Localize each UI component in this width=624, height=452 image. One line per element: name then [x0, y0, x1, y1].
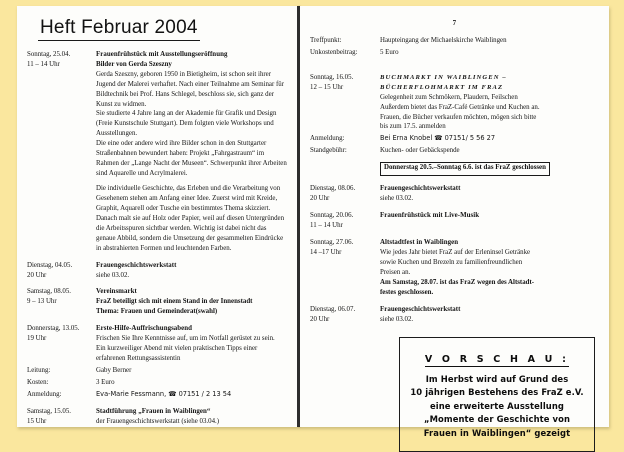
- page-number: 7: [452, 19, 457, 27]
- event-line: siehe 03.02.: [96, 271, 130, 279]
- event-line: Thema: Frauen und Gemeinderat(swahl): [96, 308, 218, 316]
- event-line: der Frauengeschichtswerkstatt (siehe 03.04.): [96, 417, 220, 425]
- event-line: Preisen an.: [380, 268, 411, 276]
- event-details: [96, 287, 287, 317]
- left-page-entries: [27, 50, 287, 427]
- page-title: Heft Februar 2004: [38, 17, 200, 41]
- event-date: [310, 73, 380, 93]
- event-line: FraZ beteiligt sich mit einem Stand in der Innenstadt: [96, 298, 253, 306]
- event-entry: [310, 238, 599, 298]
- buchmarkt-heading-line2: BÜCHERFLOHMARKT IM FRAZ: [380, 83, 504, 91]
- event-day: Dienstag, 06.07.: [310, 305, 356, 313]
- buchmarkt-heading-line1: BUCHMARKT IN WAIBLINGEN –: [380, 73, 507, 81]
- vorschau-line: eine erweiterte Ausstellung: [429, 400, 565, 411]
- event-day: Samstag, 15.05.: [27, 407, 72, 415]
- left-page: [17, 6, 297, 427]
- event-time: 20 Uhr: [310, 315, 330, 323]
- event-line: Frauen, die Bücher verkaufen möchten, mögen sich bitte: [380, 113, 537, 121]
- event-date: [310, 184, 380, 204]
- event-entry: [27, 261, 287, 281]
- detail-label: Anmeldung:: [310, 135, 345, 143]
- detail-value: 3 Euro: [96, 378, 115, 386]
- event-detail-row: [27, 366, 287, 376]
- closure-notice-box: Donnerstag 20.5.–Sonntag 6.6. ist das FraZ geschlossen: [380, 162, 550, 176]
- event-date: [310, 211, 380, 231]
- notice-spacer: [310, 162, 380, 176]
- event-heading: Frauenfrühstück mit Ausstellungseröffnung: [96, 50, 228, 58]
- event-line: festes geschlossen.: [380, 288, 434, 296]
- event-day: Sonntag, 20.06.: [310, 212, 354, 220]
- vorschau-wrapper: [310, 337, 599, 452]
- event-entry: [27, 324, 287, 364]
- event-date: [310, 238, 380, 258]
- detail-value-phone: Eva-Marie Fessmann, ☎ 07151 / 2 13 54: [96, 389, 232, 398]
- event-time: 12 – 15 Uhr: [310, 83, 344, 91]
- event-heading: Frauengeschichtswerkstatt: [380, 185, 461, 193]
- detail-value-phone: Bei Erna Knobel ☎ 07151/ 5 56 27: [380, 134, 496, 143]
- closure-notice-row: [310, 162, 599, 176]
- event-day: Donnerstag, 13.05.: [27, 325, 80, 333]
- event-heading: Stadtführung „Frauen in Waiblingen“: [96, 407, 211, 415]
- event-details: [96, 324, 287, 364]
- event-entry-buchmarkt: [310, 73, 599, 133]
- vorschau-line: Im Herbst wird auf Grund des: [425, 373, 569, 384]
- event-line: Ein kurzweiliger Abend mit vielen praktischen Tipps einer erfahrenen Rettungsassistentin: [96, 345, 258, 363]
- event-line: sowie Kuchen und Brezeln zu familienfreundlichen: [380, 258, 523, 266]
- event-line: siehe 03.02.: [380, 315, 414, 323]
- event-entry: [27, 50, 287, 254]
- event-entry: [310, 184, 599, 204]
- event-date: [27, 287, 96, 307]
- event-detail-row: [310, 146, 599, 156]
- event-details: [96, 50, 287, 254]
- event-heading: Frauengeschichtswerkstatt: [96, 261, 177, 269]
- event-day: Sonntag, 16.05.: [310, 73, 354, 81]
- event-entry: [310, 211, 599, 231]
- event-day: Dienstag, 04.05.: [27, 261, 73, 269]
- detail-label: Leitung:: [27, 367, 51, 375]
- event-line: siehe 03.02.: [380, 195, 414, 203]
- event-subheading: Bilder von Gerda Szeszny: [96, 60, 172, 68]
- event-heading: Erste-Hilfe-Auffrischungsabend: [96, 325, 193, 333]
- event-details: [380, 184, 599, 204]
- event-time: 19 Uhr: [27, 335, 47, 343]
- event-line: Am Samstag, 28.07. ist das FraZ wegen des Altstadt-: [380, 278, 535, 286]
- event-heading: Vereinsmarkt: [96, 288, 137, 296]
- detail-label: Standgebühr:: [310, 147, 347, 155]
- vorschau-title: V O R S C H A U :: [424, 353, 570, 365]
- event-line: Wie jedes Jahr bietet FraZ auf der Erleninsel Getränke: [380, 248, 531, 256]
- detail-label: Kosten:: [27, 378, 49, 386]
- event-line: bis zum 17.5. anmelden: [380, 123, 446, 131]
- event-date: [27, 261, 96, 281]
- vorschau-box: [399, 337, 595, 452]
- event-day: Dienstag, 08.06.: [310, 185, 356, 193]
- event-line: Gelegenheit zum Schmökern, Plaudern, Feilschen: [380, 93, 518, 101]
- detail-label: Unkostenbeitrag:: [310, 48, 358, 56]
- event-heading: Altstadtfest in Waiblingen: [380, 239, 459, 246]
- detail-label: Treffpunkt:: [310, 37, 342, 44]
- event-time: 15 Uhr: [27, 417, 47, 425]
- event-time: 11 – 14 Uhr: [27, 60, 60, 68]
- vorschau-line: „Momente der Geschichte von: [423, 414, 571, 425]
- event-day: Sonntag, 25.04.: [27, 50, 71, 58]
- event-day: Sonntag, 27.06.: [310, 239, 354, 246]
- event-detail-row: [310, 48, 599, 58]
- event-time: 11 – 14 Uhr: [310, 222, 343, 230]
- event-entry: [27, 287, 287, 317]
- event-day: Samstag, 08.05.: [27, 288, 72, 296]
- event-date: [310, 305, 380, 325]
- event-date: [27, 50, 96, 70]
- right-page: [300, 6, 609, 438]
- event-time: 9 – 13 Uhr: [27, 298, 57, 306]
- event-date: [27, 407, 96, 427]
- right-page-entries: [310, 36, 599, 452]
- event-date: [27, 324, 96, 344]
- event-details: [380, 238, 599, 298]
- event-detail-row: [27, 390, 287, 400]
- vorschau-line: Frauen in Waiblingen“ gezeigt: [423, 427, 571, 438]
- event-details: [96, 407, 287, 427]
- event-detail-row: [310, 36, 599, 46]
- event-line: Außerdem bietet das FraZ-Café Getränke und Kuchen an.: [380, 103, 540, 111]
- event-entry: [310, 305, 599, 325]
- event-detail-row: [310, 134, 599, 144]
- event-paragraph: Gerda Szeszny, geboren 1950 in Bietigheim, ist schon seit ihrer Jugend der Malerei verhaftet. Nach einer Teilnahme am Seminar für Bildtechnik bei Prof. Hans Schlegel, beschloss sie, sich ganz der Kunst zu widmen.: [96, 70, 285, 108]
- event-details: [380, 73, 599, 133]
- event-details: [96, 261, 287, 281]
- newsletter-spread: [17, 6, 609, 438]
- event-time: 14 –17 Uhr: [310, 248, 342, 256]
- detail-value: Haupteingang der Michaelskirche Waiblingen: [380, 37, 507, 44]
- event-paragraph: Sie studierte 4 Jahre lang an der Akademie für Grafik und Design (Freie Kunstschule Stuttgart). Dem folgten viele Workshops und Ausstellungen.: [96, 110, 277, 138]
- detail-value: Gaby Berner: [96, 367, 132, 375]
- vorschau-line: 10 jährigen Bestehens des FraZ e.V.: [410, 387, 584, 398]
- event-heading: Frauenfrühstück mit Live-Musik: [380, 212, 480, 220]
- event-heading: Frauengeschichtswerkstatt: [380, 305, 461, 313]
- event-details: [380, 211, 599, 221]
- detail-value: Kuchen- oder Gebäckspende: [380, 147, 460, 155]
- event-detail-row: [27, 378, 287, 388]
- event-line: Frischen Sie Ihre Kenntnisse auf, um im Notfall gerüstet zu sein.: [96, 335, 275, 343]
- event-time: 20 Uhr: [310, 195, 330, 203]
- detail-label: Anmeldung:: [27, 390, 62, 398]
- detail-value: 5 Euro: [380, 48, 399, 56]
- event-entry: [27, 407, 287, 427]
- event-details: [380, 305, 599, 325]
- event-paragraph: Die individuelle Geschichte, das Erleben und die Verarbeitung von Gesehenem stehen am Anfang einer Idee. Zuerst wird mit Kreide, Graphit, Aquarell oder Tusche ein bestimmtes Thema skizziert. Danach malt sie auf Holz oder Papier, weil auf diesen Untergründen die Arbeitsspuren sichtbar werden. Wichtig ist dabei nicht das genaue Abbild, sondern die Umsetzung der gesammelten Eindrücke in abstrahierten Formen und leuchtenden Farben.: [96, 185, 285, 252]
- event-paragraph: Die eine oder andere wird ihre Bilder schon in den Stuttgarter Straßenbahnen bewundert haben: Projekt „Fahrgastraum“ im Rahmen der „Lange Nacht der Museen“. Schwerpunkt ihrer Arbeiten sind Aquarelle und Acrylmalerei.: [96, 140, 287, 178]
- event-time: 20 Uhr: [27, 271, 47, 279]
